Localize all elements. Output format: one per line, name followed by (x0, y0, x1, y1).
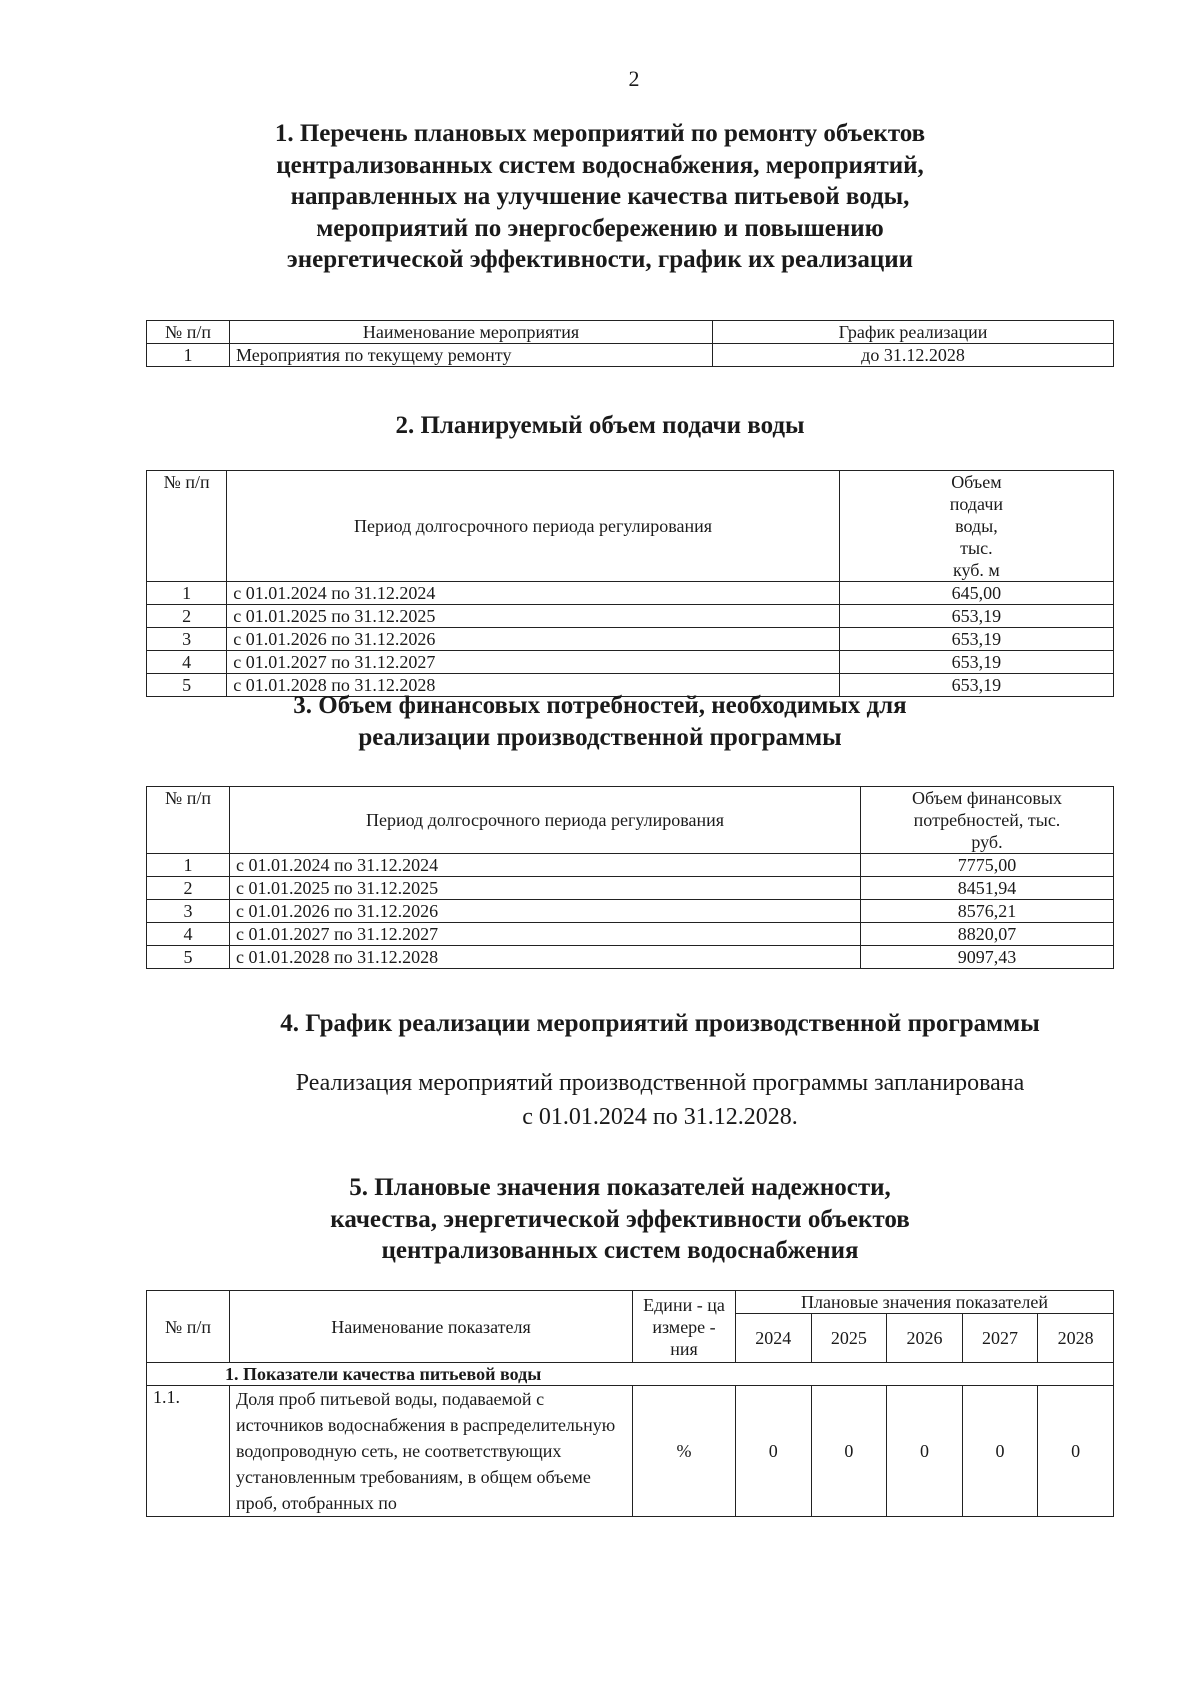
cell-period: с 01.01.2028 по 31.12.2028 (230, 946, 861, 969)
col-header-schedule: График реализации (713, 321, 1114, 344)
section3-table (146, 786, 1114, 969)
section1-title-line: энергетической эффективности, график их реализации (286, 246, 914, 273)
table-header-row (147, 471, 1114, 582)
cell-num: 1 (147, 854, 230, 877)
section5-title-line: централизованных систем водоснабжения (381, 1237, 859, 1264)
col-header-num: № п/п (147, 321, 230, 344)
cell-period: с 01.01.2025 по 31.12.2025 (227, 605, 840, 628)
cell-num: 3 (147, 900, 230, 923)
cell-name: Мероприятия по текущему ремонту (230, 344, 713, 367)
cell-num: 1 (147, 582, 227, 605)
table-row (147, 582, 1114, 605)
col-header-year: 2025 (811, 1314, 887, 1363)
col-header-volume: Объем подачи воды, тыс. куб. м (839, 471, 1113, 582)
table-row (147, 651, 1114, 674)
table-row (147, 628, 1114, 651)
table-row (147, 900, 1114, 923)
cell-indicator: Доля проб питьевой воды, подаваемой с источников водоснабжения в распределительную водопроводную сеть, не соответствующих установленным требованиям, в общем объеме проб, отобранных по (230, 1386, 633, 1517)
table-row (147, 605, 1114, 628)
col-header-period: Период долгосрочного периода регулирования (227, 471, 840, 582)
col-header-indicator: Наименование показателя (230, 1291, 633, 1363)
cell-value: 653,19 (839, 674, 1113, 697)
col-header-unit: Едини - ца измере - ния (633, 1291, 736, 1363)
col-header-finance: Объем финансовых потребностей, тыс. руб. (861, 787, 1114, 854)
section3-title-line: 3. Объем финансовых потребностей, необходимых для (293, 692, 907, 719)
table-row (147, 854, 1114, 877)
section4-text (200, 1066, 1120, 1134)
cell-num: 2 (147, 605, 227, 628)
section4-text-line: Реализация мероприятий производственной программы запланирована (295, 1070, 1025, 1096)
col-header-year: 2027 (962, 1314, 1038, 1363)
table-row (147, 923, 1114, 946)
table-header-row (147, 787, 1114, 854)
col-header-name: Наименование мероприятия (230, 321, 713, 344)
col-header-year: 2024 (736, 1314, 812, 1363)
cell-value: 653,19 (839, 651, 1113, 674)
section2-title: 2. Планируемый объем подачи воды (395, 412, 805, 439)
cell-period: с 01.01.2026 по 31.12.2026 (227, 628, 840, 651)
page-number: 2 (628, 66, 640, 91)
col-header-num: № п/п (147, 787, 230, 854)
section4-title: 4. График реализации мероприятий производственной программы (280, 1010, 1040, 1037)
cell-period: с 01.01.2028 по 31.12.2028 (227, 674, 840, 697)
cell-value: 8576,21 (861, 900, 1114, 923)
cell-value: 645,00 (839, 582, 1113, 605)
cell-period: с 01.01.2026 по 31.12.2026 (230, 900, 861, 923)
table-row (147, 344, 1114, 367)
section5-table (146, 1290, 1114, 1517)
section1-title-line: направленных на улучшение качества питьевой воды, (290, 183, 910, 210)
table-header-row (147, 321, 1114, 344)
cell-period: с 01.01.2027 по 31.12.2027 (230, 923, 861, 946)
group-title: 1. Показатели качества питьевой воды (147, 1363, 1114, 1386)
section2-table (146, 470, 1114, 697)
col-header-year: 2026 (887, 1314, 963, 1363)
section1-title-line: 1. Перечень плановых мероприятий по ремонту объектов (274, 120, 926, 147)
cell-value: 0 (736, 1386, 812, 1517)
cell-value: 653,19 (839, 628, 1113, 651)
cell-value: 8451,94 (861, 877, 1114, 900)
col-header-plan: Плановые значения показателей (736, 1291, 1114, 1314)
table-row (147, 946, 1114, 969)
cell-value: 0 (811, 1386, 887, 1517)
cell-num: 2 (147, 877, 230, 900)
cell-period: с 01.01.2027 по 31.12.2027 (227, 651, 840, 674)
table-row (147, 877, 1114, 900)
cell-period: с 01.01.2024 по 31.12.2024 (230, 854, 861, 877)
cell-value: 0 (1038, 1386, 1114, 1517)
cell-num: 4 (147, 651, 227, 674)
col-header-num: № п/п (147, 1291, 230, 1363)
section1-title (180, 118, 1020, 276)
col-header-num: № п/п (147, 471, 227, 582)
cell-num: 5 (147, 674, 227, 697)
section3-title-line: реализации производственной программы (358, 723, 842, 751)
section1-title-line: мероприятий по энергосбережению и повышению (316, 214, 884, 242)
cell-period: с 01.01.2024 по 31.12.2024 (227, 582, 840, 605)
cell-value: 653,19 (839, 605, 1113, 628)
section5-title-line: 5. Плановые значения показателей надежности, (349, 1174, 891, 1201)
col-header-year: 2028 (1038, 1314, 1114, 1363)
section1-title-line: централизованных систем водоснабжения, мероприятий, (276, 151, 924, 179)
section3-title (180, 690, 1020, 753)
table-group-row (147, 1363, 1114, 1386)
section4-text-line: с 01.01.2024 по 31.12.2028. (522, 1104, 798, 1130)
cell-num: 1.1. (147, 1386, 230, 1517)
section5-title-line: качества, энергетической эффективности объектов (330, 1205, 910, 1233)
cell-value: 9097,43 (861, 946, 1114, 969)
cell-num: 5 (147, 946, 230, 969)
cell-value: 0 (962, 1386, 1038, 1517)
cell-value: 0 (887, 1386, 963, 1517)
cell-num: 4 (147, 923, 230, 946)
table-row (147, 1386, 1114, 1517)
cell-value: 8820,07 (861, 923, 1114, 946)
cell-schedule: до 31.12.2028 (713, 344, 1114, 367)
cell-num: 3 (147, 628, 227, 651)
cell-period: с 01.01.2025 по 31.12.2025 (230, 877, 861, 900)
table-header-row (147, 1291, 1114, 1314)
cell-value: 7775,00 (861, 854, 1114, 877)
cell-num: 1 (147, 344, 230, 367)
section1-table (146, 320, 1114, 367)
col-header-period: Период долгосрочного периода регулирования (230, 787, 861, 854)
section5-title (200, 1172, 1040, 1267)
cell-unit: % (633, 1386, 736, 1517)
